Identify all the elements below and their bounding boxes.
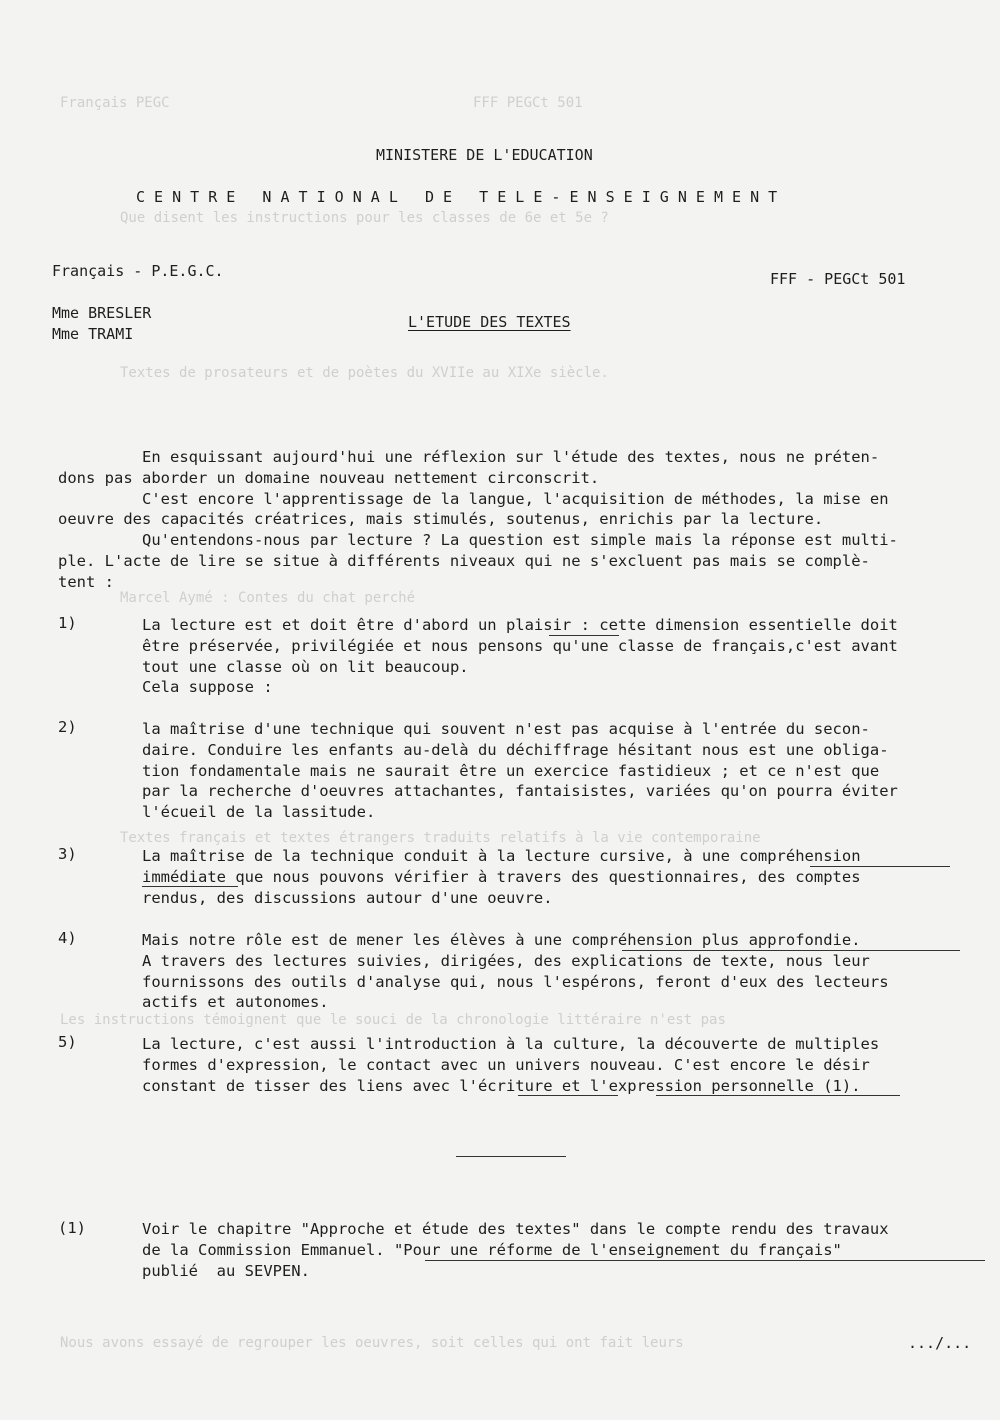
author-name: Mme BRESLER (52, 304, 152, 322)
underline-mark (425, 1260, 985, 1261)
item-number: 5) (58, 1033, 77, 1051)
footnote (142, 1219, 982, 1281)
text-line: Voir le chapitre "Approche et étude des textes" dans le compte rendu des travaux (142, 1220, 889, 1238)
show-through-text: Nous avons essayé de regrouper les oeuvres, soit celles qui ont fait leurs (60, 1335, 684, 1351)
show-through-text: Les instructions témoignent que le souci de la chronologie littéraire n'est pas (60, 1012, 726, 1028)
list-item (142, 719, 982, 823)
subject-label: Français - P.E.G.C. (52, 262, 224, 280)
underline-mark (656, 1095, 900, 1096)
text-line: la maîtrise d'une technique qui souvent n'est pas acquise à l'entrée du secon- (142, 720, 870, 738)
show-through-text: Textes français et textes étrangers traduits relatifs à la vie contemporaine (120, 830, 761, 846)
show-through-text: Textes de prosateurs et de poètes du XVIIe au XIXe siècle. (120, 365, 609, 381)
continuation-marker: .../... (908, 1334, 972, 1352)
footnote-separator (456, 1156, 566, 1157)
text-line: de la Commission Emmanuel. "Pour une réforme de l'enseignement du français" (142, 1240, 842, 1259)
text-line: oeuvre des capacités créatrices, mais stimulés, soutenus, enrichis par la lecture. (58, 510, 824, 529)
text-line: constant de tisser des liens avec l'écriture et l'expression personnelle (1). (142, 1076, 861, 1095)
item-number: 3) (58, 845, 77, 863)
text-line: Qu'entendons-nous par lecture ? La question est simple mais la réponse est multi- (142, 531, 898, 550)
text-line: tent : (58, 572, 114, 591)
author-name: Mme TRAMI (52, 325, 134, 343)
underline-mark (549, 635, 619, 636)
text-line: La lecture est et doit être d'abord un plaisir : cette dimension essentielle doit (142, 616, 898, 634)
document-code: FFF - PEGCt 501 (770, 270, 906, 288)
list-item (142, 615, 982, 698)
underline-mark (622, 950, 960, 951)
underline-mark (810, 866, 950, 867)
text-line: Mais notre rôle est de mener les élèves à une compréhension plus approfondie. (142, 931, 861, 949)
footnote-number: (1) (58, 1219, 86, 1237)
text-line: fournissons des outils d'analyse qui, nous l'espérons, feront d'eux des lecteurs (142, 972, 889, 991)
list-item (142, 846, 982, 908)
ministry-title: MINISTERE DE L'EDUCATION (376, 146, 593, 164)
text-line: ple. L'acte de lire se situe à différents niveaux qui ne s'excluent pas mais se complè- (58, 551, 870, 570)
text-line: l'écueil de la lassitude. (142, 803, 376, 822)
text-line: tion fondamentale mais ne saurait être un exercice fastidieux ; et ce n'est que (142, 761, 880, 780)
show-through-text: Que disent les instructions pour les classes de 6e et 5e ? (120, 210, 609, 226)
list-item (142, 1034, 982, 1096)
text-line: publié au SEVPEN. (142, 1261, 310, 1280)
text-line: actifs et autonomes. (142, 993, 329, 1012)
item-number: 2) (58, 718, 77, 736)
text-line: tout une classe où on lit beaucoup. (142, 657, 469, 676)
text-line: La maîtrise de la technique conduit à la lecture cursive, à une compréhension (142, 847, 861, 865)
text-line: immédiate que nous pouvons vérifier à travers des questionnaires, des comptes (142, 867, 861, 886)
item-number: 1) (58, 614, 77, 632)
document-title: L'ETUDE DES TEXTES (408, 313, 571, 331)
text-line: être préservée, privilégiée et nous pensons qu'une classe de français,c'est avant (142, 636, 898, 655)
underline-mark (518, 1095, 618, 1096)
text-line: La lecture, c'est aussi l'introduction à la culture, la découverte de multiples (142, 1035, 880, 1053)
show-through-text: Marcel Aymé : Contes du chat perché (120, 590, 416, 606)
text-line: A travers des lectures suivies, dirigées, des explications de texte, nous leur (142, 951, 870, 970)
text-line: daire. Conduire les enfants au-delà du déchiffrage hésitant nous est une obliga- (142, 740, 889, 759)
text-line: par la recherche d'oeuvres attachantes, fantaisistes, variées qu'on pourra éviter (142, 782, 898, 801)
item-number: 4) (58, 929, 77, 947)
list-item (142, 930, 982, 1013)
underline-mark (142, 886, 238, 887)
text-line: C'est encore l'apprentissage de la langue, l'acquisition de méthodes, la mise en (142, 489, 889, 508)
text-line: Cela suppose : (142, 678, 273, 697)
text-line: formes d'expression, le contact avec un univers nouveau. C'est encore le désir (142, 1055, 870, 1074)
text-line: dons pas aborder un domaine nouveau nettement circonscrit. (58, 468, 600, 487)
centre-title: C E N T R E N A T I O N A L D E T E L E - E N S E I G N E M E N T (136, 188, 778, 206)
text-line: rendus, des discussions autour d'une oeuvre. (142, 888, 553, 907)
show-through-text: Français PEGC FFF PEGCt 501 (60, 95, 583, 111)
intro-paragraph (58, 447, 988, 593)
text-line: En esquissant aujourd'hui une réflexion sur l'étude des textes, nous ne préten- (142, 448, 880, 466)
